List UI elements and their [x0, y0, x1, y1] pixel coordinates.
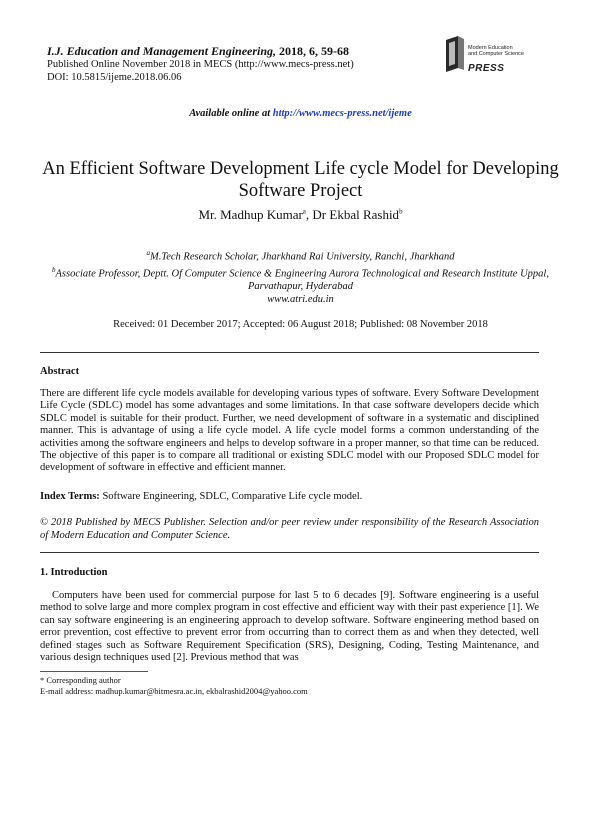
book-stack-icon [444, 34, 468, 74]
divider [40, 352, 539, 353]
affiliation-a: $^a$M.Tech Research Scholar, Jharkhand Rai University, Ranchi, Jharkhand [146, 249, 455, 263]
divider [40, 552, 539, 553]
affiliations [20, 247, 581, 306]
email-footnote: E-mail address: madhup.kumar@bitmesra.ac.in, ekbalrashid2004@yahoo.com [40, 686, 308, 696]
journal-header [47, 44, 349, 59]
available-online: Available online at http://www.mecs-press.net/ijeme [189, 108, 412, 119]
author-2: Dr Ekbal Rashid [312, 207, 400, 222]
published-line: Published Online November 2018 in MECS (http://www.mecs-press.net) [47, 59, 354, 70]
logo-text: Modern Education and Computer Science [468, 45, 524, 57]
abstract-heading: Abstract [40, 366, 80, 377]
corresponding-author-note: * Corresponding author [40, 675, 121, 685]
author-1: Mr. Madhup Kumar [198, 207, 303, 222]
mecs-press-logo [444, 34, 554, 78]
journal-link[interactable]: http://www.mecs-press.net/ijeme [272, 108, 412, 119]
introduction-text: Computers have been used for commercial purpose for last 5 to 6 decades [9]. Software engineering is a useful method to solve large and more complex program in cost effective and efficient way with their past experience [1]. We can say software engineering is an engineering approach to develop software. Software engineering method based on error prevention, cost effective to prevent error from occurring than to correct them as and when they detected, well defined stages such as Software Requirement Specification (SRS), Designing, Coding, Testing Maintenance, and various design techniques used [2]. Previous method that was [40, 590, 539, 664]
affiliation-web: www.atri.edu.in [267, 294, 334, 305]
publication-dates: Received: 01 December 2017; Accepted: 06 August 2018; Published: 08 November 2018 [113, 319, 488, 330]
doi-line: DOI: 10.5815/ijeme.2018.06.06 [47, 72, 182, 83]
index-terms: Index Terms: Software Engineering, SDLC, Comparative Life cycle model. [40, 491, 363, 502]
footnote-divider [40, 671, 148, 672]
abstract-text: There are different life cycle models available for developing various types of software. Every Software Development Life Cycle (SDLC) model has some advantages and some limitations. In that case software developers decide which SDLC model is suitable for their product. Further, we need development of software in a systematic and disciplined manner. This is advantage of using a life cycle model. A life cycle model forms a common understanding of the activities among the software engineers and helps to develop software in a proper manner, so that time can be reduced. The objective of this paper is to compare all traditional or existing SDLC model with our Proposed SDLC model for development of software in effective and efficient manner. [40, 388, 539, 474]
author-list: Mr. Madhup Kumar$^a$, Dr Ekbal Rashid$^b$ [198, 207, 403, 222]
journal-name: I.J. Education and Management Engineering, [47, 44, 277, 58]
journal-volume: 2018, 6, 59-68 [276, 44, 350, 58]
affiliation-b: $^b$Associate Professor, Deptt. Of Computer Science & Engineering Aurora Technological and Research Institute Uppal, Parvathapur, Hyderabad [52, 265, 549, 292]
paper-title: An Efficient Software Development Life cycle Model for Developing Software Project [42, 159, 559, 201]
copyright-notice: © 2018 Published by MECS Publisher. Selection and/or peer review under responsibility of the Research Association of Modern Education and Computer Science. [40, 517, 539, 541]
introduction-heading: 1. Introduction [40, 567, 108, 578]
logo-press: PRESS [468, 63, 505, 74]
